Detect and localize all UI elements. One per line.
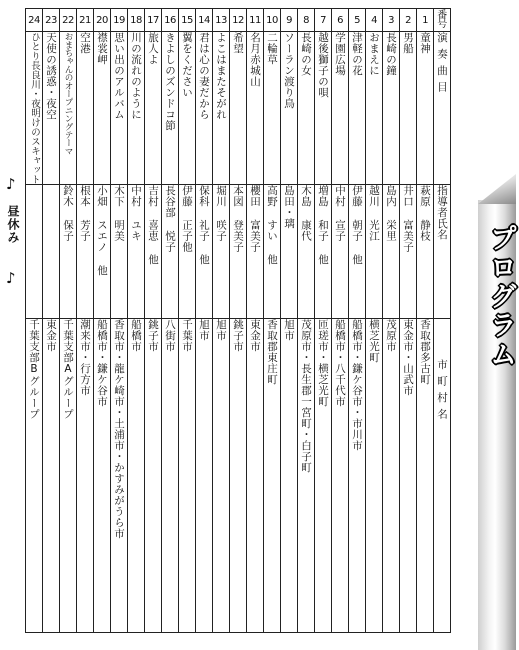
city-row bbox=[26, 319, 451, 633]
song-header-cell bbox=[434, 32, 451, 185]
row-number: 1 bbox=[417, 9, 434, 32]
city-name: 銚子市 bbox=[232, 319, 244, 352]
conductor-name: 井口 富美子 bbox=[402, 185, 414, 253]
conductor-name: 鈴木 保子 bbox=[62, 185, 74, 242]
song-title: 二輪草 bbox=[266, 32, 278, 65]
song-cell bbox=[315, 32, 332, 185]
city-name: 旭市 bbox=[283, 319, 295, 341]
program-title: プログラム bbox=[485, 224, 516, 369]
song-title: 旅人よ bbox=[147, 32, 159, 65]
city-name: 茂原市・長生郡一宮町・白子町 bbox=[300, 319, 312, 473]
city-name: 香取郡多古町 bbox=[419, 319, 431, 385]
city-cell bbox=[264, 319, 281, 633]
song-cell bbox=[179, 32, 196, 185]
conductor-cell bbox=[162, 185, 179, 319]
conductor-name: 木下 明美 bbox=[113, 185, 125, 242]
city-cell bbox=[77, 319, 94, 633]
song-title: おまえに bbox=[368, 32, 380, 76]
city-cell bbox=[298, 319, 315, 633]
conductor-cell bbox=[179, 185, 196, 319]
city-name: 船橋市・八千代市 bbox=[334, 319, 346, 407]
row-number: 7 bbox=[315, 9, 332, 32]
row-number: 17 bbox=[145, 9, 162, 32]
song-title: 翼をください bbox=[181, 32, 193, 98]
conductor-name: 中村 ユキ bbox=[130, 185, 142, 242]
row-number: 21 bbox=[77, 9, 94, 32]
conductor-cell bbox=[264, 185, 281, 319]
conductor-cell bbox=[247, 185, 264, 319]
conductor-cell bbox=[298, 185, 315, 319]
program-title-banner bbox=[478, 200, 516, 650]
song-cell bbox=[196, 32, 213, 185]
city-cell bbox=[315, 319, 332, 633]
city-name: 船橋市・鎌ケ谷市・市川市 bbox=[351, 319, 363, 451]
song-title: 希望 bbox=[232, 32, 244, 54]
city-cell bbox=[366, 319, 383, 633]
city-cell bbox=[94, 319, 111, 633]
song-title: ソーラン渡り鳥 bbox=[283, 32, 295, 109]
city-cell bbox=[43, 319, 60, 633]
city-header-cell bbox=[434, 319, 451, 633]
number-row bbox=[26, 9, 451, 32]
conductor-cell bbox=[196, 185, 213, 319]
row-number: 12 bbox=[230, 9, 247, 32]
row-number: 20 bbox=[94, 9, 111, 32]
city-name: 千葉支部Bグループ bbox=[28, 319, 40, 420]
city-cell bbox=[417, 319, 434, 633]
row-number: 14 bbox=[196, 9, 213, 32]
lunch-break-marker bbox=[2, 175, 24, 295]
city-header: 市町村名 bbox=[436, 359, 448, 425]
conductor-name: 小畑 スエノ 他 bbox=[96, 185, 108, 276]
song-title: 男船 bbox=[402, 32, 414, 54]
city-name: 潮来市・行方市 bbox=[79, 319, 91, 396]
conductor-cell bbox=[383, 185, 400, 319]
city-cell bbox=[230, 319, 247, 633]
conductor-cell bbox=[43, 185, 60, 319]
conductor-name: 萩原 静枝 bbox=[419, 185, 431, 242]
song-cell bbox=[77, 32, 94, 185]
song-cell bbox=[298, 32, 315, 185]
city-name: 八街市 bbox=[164, 319, 176, 352]
song-title: ひとり長良川・夜明けのスキャット bbox=[29, 32, 40, 184]
conductor-cell bbox=[417, 185, 434, 319]
song-title: 越後獅子の唄 bbox=[317, 32, 329, 98]
row-number: 11 bbox=[247, 9, 264, 32]
conductor-cell bbox=[26, 185, 43, 319]
city-cell bbox=[179, 319, 196, 633]
city-name: 茂原市 bbox=[385, 319, 397, 352]
city-name: 横芝光町 bbox=[368, 319, 380, 363]
conductor-cell bbox=[332, 185, 349, 319]
conductor-cell bbox=[60, 185, 77, 319]
conductor-cell bbox=[366, 185, 383, 319]
city-name: 旭市 bbox=[215, 319, 227, 341]
row-number: 2 bbox=[400, 9, 417, 32]
song-cell bbox=[417, 32, 434, 185]
music-note-icon: ♪ bbox=[6, 269, 16, 287]
row-number: 4 bbox=[366, 9, 383, 32]
conductor-name: 増島 和子 他 bbox=[317, 185, 329, 265]
program-table bbox=[25, 8, 451, 633]
banner-cap bbox=[478, 174, 516, 204]
city-cell bbox=[128, 319, 145, 633]
conductor-name: 櫻田 富美子 bbox=[249, 185, 261, 253]
song-title: 学園広場 bbox=[334, 32, 346, 76]
song-row bbox=[26, 32, 451, 185]
song-cell bbox=[94, 32, 111, 185]
row-number: 13 bbox=[213, 9, 230, 32]
conductor-header-cell bbox=[434, 185, 451, 319]
song-header: 演奏曲目 bbox=[436, 32, 448, 98]
city-cell bbox=[332, 319, 349, 633]
song-cell bbox=[332, 32, 349, 185]
city-name: 香取郡東庄町 bbox=[266, 319, 278, 385]
row-number: 24 bbox=[26, 9, 43, 32]
conductor-name: 島田・璃 bbox=[283, 185, 295, 229]
city-cell bbox=[247, 319, 264, 633]
city-name: 千葉市 bbox=[181, 319, 193, 352]
conductor-cell bbox=[230, 185, 247, 319]
song-cell bbox=[60, 32, 77, 185]
conductor-cell bbox=[213, 185, 230, 319]
row-number: 8 bbox=[298, 9, 315, 32]
song-title: 思い出のアルバム bbox=[113, 32, 125, 120]
conductor-header: 指導者氏名 bbox=[436, 185, 448, 240]
city-cell bbox=[349, 319, 366, 633]
song-cell bbox=[43, 32, 60, 185]
row-number: 3 bbox=[383, 9, 400, 32]
conductor-cell bbox=[77, 185, 94, 319]
song-cell bbox=[247, 32, 264, 185]
song-cell bbox=[383, 32, 400, 185]
row-number: 6 bbox=[332, 9, 349, 32]
song-cell bbox=[230, 32, 247, 185]
row-number: 15 bbox=[179, 9, 196, 32]
song-title: 襟裳岬 bbox=[96, 32, 108, 65]
song-cell bbox=[145, 32, 162, 185]
conductor-cell bbox=[315, 185, 332, 319]
conductor-name: 吉村 喜恵 他 bbox=[147, 185, 159, 265]
city-cell bbox=[383, 319, 400, 633]
city-cell bbox=[213, 319, 230, 633]
song-title: よこはまたそがれ bbox=[215, 32, 227, 120]
row-number: 10 bbox=[264, 9, 281, 32]
conductor-cell bbox=[94, 185, 111, 319]
number-header: 番号 bbox=[434, 9, 451, 32]
song-cell bbox=[162, 32, 179, 185]
song-title: 津軽の花 bbox=[351, 32, 363, 76]
lunch-break-label: 昼休み bbox=[6, 205, 20, 244]
conductor-name: 越川 光江 bbox=[368, 185, 380, 242]
song-cell bbox=[281, 32, 298, 185]
song-title: 空港 bbox=[79, 32, 91, 54]
conductor-cell bbox=[400, 185, 417, 319]
conductor-name: 伊藤 朝子 他 bbox=[351, 185, 363, 265]
song-title: 長崎の鐘 bbox=[385, 32, 397, 76]
song-cell bbox=[400, 32, 417, 185]
row-number: 5 bbox=[349, 9, 366, 32]
song-cell bbox=[213, 32, 230, 185]
conductor-name: 堀川 咲子 bbox=[215, 185, 227, 242]
conductor-cell bbox=[128, 185, 145, 319]
conductor-name: 保科 礼子 他 bbox=[198, 185, 210, 265]
city-name: 船橋市 bbox=[130, 319, 142, 352]
city-name: 旭市 bbox=[198, 319, 210, 341]
conductor-name: 本図 登美子 bbox=[232, 185, 244, 253]
song-cell bbox=[349, 32, 366, 185]
song-cell bbox=[111, 32, 128, 185]
row-number: 9 bbox=[281, 9, 298, 32]
conductor-name: 島内 栄里 bbox=[385, 185, 397, 242]
row-number: 18 bbox=[128, 9, 145, 32]
city-cell bbox=[196, 319, 213, 633]
conductor-name: 木島 康代 bbox=[300, 185, 312, 242]
city-name: 千葉支部Aグループ bbox=[62, 319, 74, 420]
song-title: 君は心の妻だから bbox=[198, 32, 210, 120]
city-cell bbox=[162, 319, 179, 633]
song-title: 長崎の女 bbox=[300, 32, 312, 76]
city-cell bbox=[26, 319, 43, 633]
city-name: 銚子市 bbox=[147, 319, 159, 352]
city-name: 香取市・龍ケ崎市・土浦市・かすみがうら市 bbox=[113, 319, 125, 539]
city-name: 船橋市・鎌ケ谷市 bbox=[96, 319, 108, 407]
city-name: 東金市 bbox=[249, 319, 261, 352]
city-cell bbox=[60, 319, 77, 633]
music-note-icon: ♪ bbox=[6, 175, 16, 193]
city-cell bbox=[145, 319, 162, 633]
conductor-name: 根本 芳子 bbox=[79, 185, 91, 242]
song-title: きよしのズンドコ節 bbox=[164, 32, 176, 131]
city-cell bbox=[400, 319, 417, 633]
song-title: 川の流れのように bbox=[130, 32, 142, 120]
conductor-name: 長谷部 悦子 bbox=[164, 185, 176, 253]
row-number: 19 bbox=[111, 9, 128, 32]
city-name: 東金市 bbox=[45, 319, 57, 352]
conductor-name: 伊藤 正子他 bbox=[181, 185, 193, 253]
row-number: 23 bbox=[43, 9, 60, 32]
conductor-cell bbox=[145, 185, 162, 319]
song-cell bbox=[128, 32, 145, 185]
city-cell bbox=[111, 319, 128, 633]
row-number: 16 bbox=[162, 9, 179, 32]
conductor-cell bbox=[111, 185, 128, 319]
conductor-row bbox=[26, 185, 451, 319]
song-cell bbox=[264, 32, 281, 185]
city-cell bbox=[281, 319, 298, 633]
conductor-cell bbox=[349, 185, 366, 319]
city-name: 匝瑳市・横芝光町 bbox=[317, 319, 329, 407]
song-title: 天使の誘惑・夜空 bbox=[45, 32, 57, 120]
conductor-name: 中村 宣子 bbox=[334, 185, 346, 242]
song-title: 童神 bbox=[419, 32, 431, 54]
song-cell bbox=[26, 32, 43, 185]
conductor-cell bbox=[281, 185, 298, 319]
conductor-name: 高野 すい 他 bbox=[266, 185, 278, 265]
song-title: 名月赤城山 bbox=[249, 32, 261, 87]
song-cell bbox=[366, 32, 383, 185]
row-number: 22 bbox=[60, 9, 77, 32]
city-name: 東金市・山武市 bbox=[402, 319, 414, 396]
song-title: おまちゃんのオープニングテーマ bbox=[63, 32, 73, 155]
